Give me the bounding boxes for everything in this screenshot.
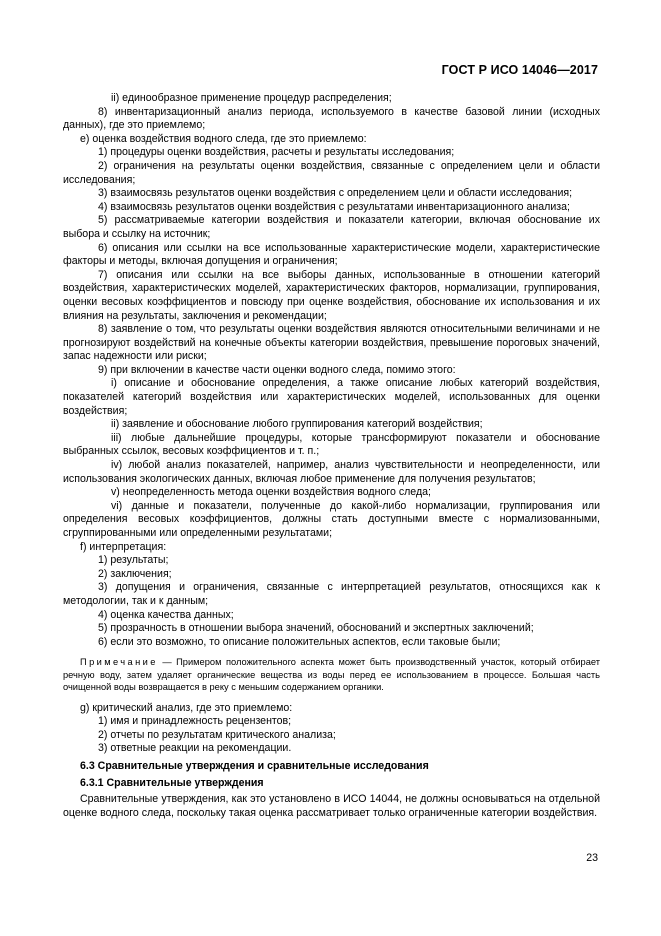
list-item: 3) ответные реакции на рекомендации.: [98, 742, 292, 755]
note-text: — Примером положительного аспекта может быть производственный участок, который отбирает речную воду, затем удаляет органические вещества из воды перед ее использованием в процессе. Большая часть очищенной воды возвращается в реку с меньшим содержанием органики.: [63, 657, 600, 693]
list-item: 5) рассматриваемые категории воздействия и показатели категории, включая обоснование их выбора и ссылку на источник;: [63, 214, 600, 240]
list-item: 1) процедуры оценки воздействия, расчеты и результаты исследования;: [98, 146, 455, 159]
list-item: vi) данные и показатели, полученные до какой-либо нормализации, группирования или определения весовых коэффициентов, должны стать доступными вместе с нормализованными, сгруппированными или определенными результатами;: [63, 499, 600, 539]
page-content: [63, 92, 600, 820]
list-item: 7) описания или ссылки на все выборы данных, использованные в отношении категорий воздействия, характеристических моделей, характеристических факторов, нормализации, группирования, оценки весовых коэффициентов и повсюду при оценке воздействия, обоснование их использования и их влияния на результаты, заключения и рекомендации;: [63, 268, 600, 322]
list-item: 1) имя и принадлежность рецензентов;: [98, 715, 292, 728]
list-item: v) неопределенность метода оценки воздействия водного следа;: [111, 486, 431, 499]
subsection-heading: 6.3.1 Сравнительные утверждения: [80, 776, 264, 789]
list-item: 1) результаты;: [98, 554, 169, 567]
list-item: e) оценка воздействия водного следа, где это приемлемо:: [80, 132, 367, 145]
list-item: ii) единообразное применение процедур распределения;: [111, 92, 392, 104]
paragraph: Сравнительные утверждения, как это установлено в ИСО 14044, не должны основываться на отдельной оценке водного следа, поскольку такая оценка рассматривает только ограниченные категории воздействия.: [63, 793, 600, 819]
list-item: iii) любые дальнейшие процедуры, которые трансформируют показатели и обоснование выбранных ссылок, весовых коэффициентов и т. п.;: [63, 431, 600, 458]
list-item: 5) прозрачность в отношении выбора значений, обоснований и экспертных заключений;: [98, 622, 534, 635]
note: [63, 656, 600, 693]
section-heading: 6.3 Сравнительные утверждения и сравнительные исследования: [80, 759, 429, 772]
list-item: 2) ограничения на результаты оценки воздействия, связанные с определением цели и области исследования;: [63, 159, 600, 186]
list-item: 2) заключения;: [98, 567, 172, 580]
list-item: 2) отчеты по результатам критического анализа;: [98, 728, 336, 741]
list-item: 8) заявление о том, что результаты оценки воздействия являются относительными величинами и не прогнозируют воздействий на конечные объекты категории воздействия, превышение пороговых значений, запас надежности или риски;: [63, 323, 600, 363]
list-item: f) интерпретация:: [80, 540, 167, 553]
list-item: i) описание и обоснование определения, а также описание любых категорий воздействия, показателей категорий воздействия или характеристических моделей, использованных для оценки воздействия;: [63, 377, 600, 417]
list-item: 9) при включении в качестве части оценки водного следа, помимо этого:: [98, 363, 456, 376]
list-item: g) критический анализ, где это приемлемо:: [80, 701, 293, 714]
list-item: 3) взаимосвязь результатов оценки воздействия с определением цели и области исследования;: [98, 187, 573, 200]
page-number: 23: [586, 852, 598, 864]
list-item: 6) если это возможно, то описание положительных аспектов, если таковые были;: [98, 635, 501, 648]
list-item: iv) любой анализ показателей, например, анализ чувствительности и неопределенности, или использования экологических данных, включая любое применение для получения результатов;: [63, 459, 600, 485]
list-item: 3) допущения и ограничения, связанные с интерпретацией результатов, относящихся как к методологии, так и к данным;: [63, 581, 600, 607]
list-item: 4) взаимосвязь результатов оценки воздействия с результатами инвентаризационного анализа;: [98, 200, 570, 213]
document-code: ГОСТ Р ИСО 14046—2017: [441, 63, 598, 77]
list-item: 4) оценка качества данных;: [98, 608, 234, 621]
list-item: ii) заявление и обоснование любого группирования категорий воздействия;: [111, 418, 483, 431]
list-item: 8) инвентаризационный анализ периода, используемого в качестве базовой линии (исходных данных), где это приемлемо;: [63, 105, 600, 132]
list-item: 6) описания или ссылки на все использованные характеристические модели, характеристические факторы и методы, включая допущения и ограничения;: [63, 241, 600, 268]
note-label: Примечание: [80, 657, 158, 668]
